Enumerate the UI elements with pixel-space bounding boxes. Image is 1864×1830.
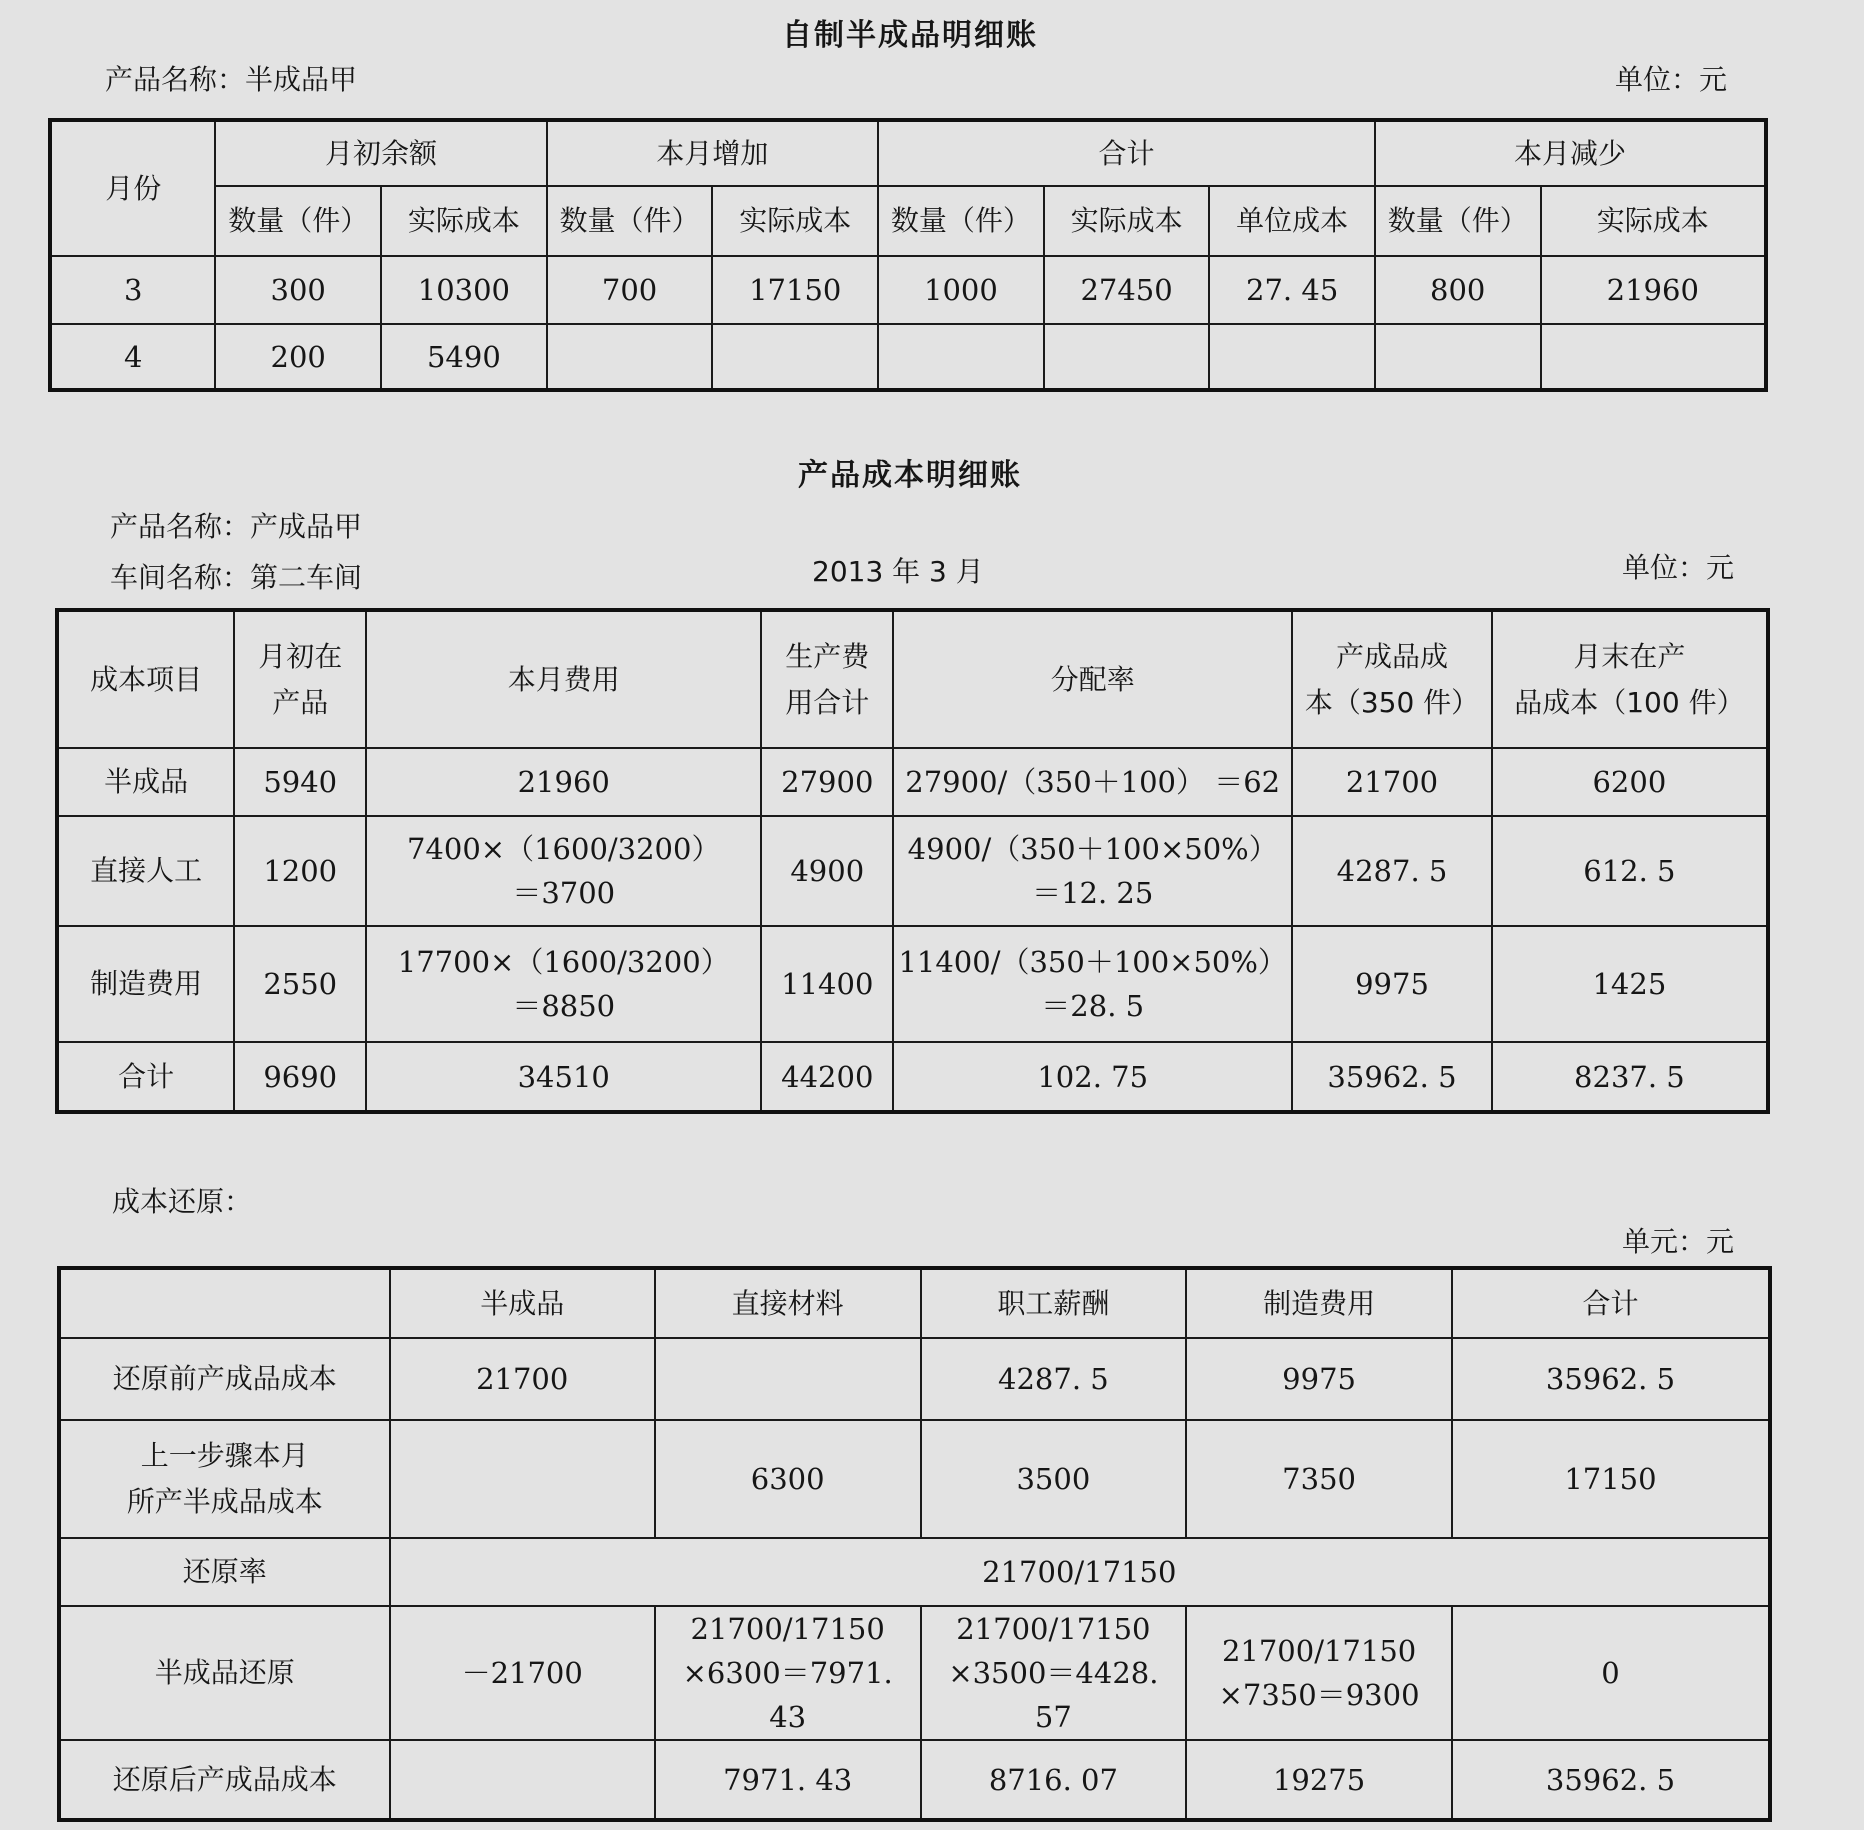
cell-tot-unit: 27. 45: [1209, 256, 1374, 324]
header-allocation-rate: 分配率: [893, 610, 1292, 748]
cell-salary-line1: 21700/17150: [956, 1612, 1151, 1646]
cell-item: 制造费用: [57, 926, 234, 1042]
header-finished-cost: [1292, 610, 1492, 748]
cell-finished: 35962. 5: [1292, 1042, 1492, 1112]
table-row: [50, 324, 1766, 390]
header-month: 月份: [50, 120, 215, 256]
cell-overhead: 19275: [1186, 1740, 1452, 1820]
header-production-total: [761, 610, 893, 748]
header-wip-cost-line1: 月末在产: [1573, 639, 1686, 673]
header-actual-cost: 实际成本: [1541, 186, 1766, 256]
cell-opening: 1200: [234, 816, 366, 926]
cell-rate-line2: ＝28. 5: [1041, 989, 1145, 1023]
ledger2-unit: 单位：元: [1622, 551, 1735, 584]
cell-item: 半成品: [57, 748, 234, 816]
ledger1-product-name: 产品名称：半成品甲: [105, 63, 358, 96]
cell-total: 0: [1452, 1606, 1770, 1740]
cell-month-cost-line1: 7400×（1600/3200）: [406, 832, 721, 866]
restore-label: 成本还原：: [112, 1185, 253, 1218]
row-label: [59, 1420, 390, 1538]
row-label-line2: 所产半成品成本: [126, 1485, 323, 1518]
table-row: [59, 1538, 1770, 1606]
table-row: [59, 1606, 1770, 1740]
cell-material: [655, 1606, 921, 1740]
header-wip-cost-line2: 品成本（100 件）: [1514, 685, 1745, 719]
cell-dec-cost: [1541, 324, 1766, 390]
header-quantity: 数量（件）: [547, 186, 713, 256]
cell-material: 7971. 43: [655, 1740, 921, 1820]
cell-dec-cost: 21960: [1541, 256, 1766, 324]
header-month-cost: 本月费用: [366, 610, 761, 748]
row-label-after: 还原后产成品成本: [59, 1740, 390, 1820]
cell-rate-line1: 27900/（350＋100） ＝62: [905, 765, 1281, 799]
header-blank: [59, 1268, 390, 1338]
header-cost-item: 成本项目: [57, 610, 234, 748]
row-label-restore-rate: 还原率: [59, 1538, 390, 1606]
row-label-semi-restore: 半成品还原: [59, 1606, 390, 1740]
cell-inc-qty: [547, 324, 713, 390]
cell-opening: 5940: [234, 748, 366, 816]
cell-month-cost: [366, 816, 761, 926]
cell-wip: 8237. 5: [1492, 1042, 1768, 1112]
cell-semi: －21700: [390, 1606, 655, 1740]
cell-inc-cost: [712, 324, 878, 390]
cell-tot-cost: 27450: [1044, 256, 1210, 324]
cell-open-qty: 200: [215, 324, 381, 390]
cell-month: 3: [50, 256, 215, 324]
cell-wip: 612. 5: [1492, 816, 1768, 926]
cell-rate: [893, 1042, 1292, 1112]
ledger2-product-name: 产品名称：产成品甲: [110, 510, 363, 543]
cell-dec-qty: 800: [1375, 256, 1541, 324]
cell-semi: [390, 1740, 655, 1820]
cell-total: 44200: [761, 1042, 893, 1112]
cell-tot-cost: [1044, 324, 1210, 390]
cell-month-cost: [366, 1042, 761, 1112]
table-row: [57, 1042, 1768, 1112]
header-actual-cost: 实际成本: [381, 186, 547, 256]
cell-month: 4: [50, 324, 215, 390]
cell-rate-line1: 11400/（350＋100×50%）: [898, 945, 1287, 979]
cell-semi: [390, 1420, 655, 1538]
cell-rate: [893, 926, 1292, 1042]
header-month-increase: 本月增加: [547, 120, 878, 186]
header-opening-wip: [234, 610, 366, 748]
header-unit-cost: 单位成本: [1209, 186, 1374, 256]
ledger1-unit: 单位：元: [1615, 63, 1728, 96]
cost-restoration-table: [57, 1266, 1772, 1822]
cell-total: 17150: [1452, 1420, 1770, 1538]
cell-overhead-line2: ×7350＝9300: [1218, 1678, 1420, 1712]
cell-finished: 9975: [1292, 926, 1492, 1042]
header-overhead: 制造费用: [1186, 1268, 1452, 1338]
cell-material-line2: ×6300＝7971. 43: [682, 1656, 893, 1734]
cell-overhead-line1: 21700/17150: [1221, 1634, 1417, 1668]
cell-material: 6300: [655, 1420, 921, 1538]
cell-month-cost: [366, 748, 761, 816]
cell-material-line1: 21700/17150: [690, 1612, 885, 1646]
cell-open-cost: 5490: [381, 324, 547, 390]
header-actual-cost: 实际成本: [712, 186, 878, 256]
cell-salary: [921, 1606, 1187, 1740]
table-row: [59, 1338, 1770, 1420]
cell-total: 4900: [761, 816, 893, 926]
ledger2-date: 2013 年 3 月: [812, 555, 984, 588]
cell-total: 11400: [761, 926, 893, 1042]
row-label: 还原前产成品成本: [59, 1338, 390, 1420]
header-production-total-line1: 生产费: [785, 639, 870, 673]
header-salary: 职工薪酬: [921, 1268, 1187, 1338]
cell-month-cost: [366, 926, 761, 1042]
cell-month-cost-line1: 17700×（1600/3200）: [397, 945, 730, 979]
cell-dec-qty: [1375, 324, 1541, 390]
header-actual-cost: 实际成本: [1044, 186, 1210, 256]
cell-salary: 3500: [921, 1420, 1187, 1538]
ledger1-title: 自制半成品明细账: [782, 18, 1038, 53]
row-label-line1: 上一步骤本月: [140, 1439, 309, 1472]
cell-open-qty: 300: [215, 256, 381, 324]
cell-rate: [893, 748, 1292, 816]
semi-finished-ledger-table: [48, 118, 1768, 392]
cell-wip: 6200: [1492, 748, 1768, 816]
header-finished-cost-line2: 本（350 件）: [1304, 685, 1480, 719]
cell-month-cost-line1: 34510: [517, 1059, 610, 1094]
header-quantity: 数量（件）: [215, 186, 381, 256]
cell-month-cost-line2: ＝8850: [512, 989, 616, 1023]
cell-rate-line1: 102. 75: [1037, 1059, 1149, 1094]
cell-tot-qty: [878, 324, 1044, 390]
table-row: [57, 816, 1768, 926]
header-direct-material: 直接材料: [655, 1268, 921, 1338]
cell-overhead: 7350: [1186, 1420, 1452, 1538]
cell-semi: 21700: [390, 1338, 655, 1420]
cell-finished: 4287. 5: [1292, 816, 1492, 926]
cell-salary: 8716. 07: [921, 1740, 1187, 1820]
cell-opening: 9690: [234, 1042, 366, 1112]
product-cost-ledger-table: [55, 608, 1770, 1114]
cell-rate-line1: 4900/（350＋100×50%）: [907, 832, 1278, 866]
cell-restore-rate: 21700/17150: [390, 1538, 1770, 1606]
restore-unit: 单元：元: [1622, 1225, 1735, 1258]
cell-wip: 1425: [1492, 926, 1768, 1042]
ledger2-title: 产品成本明细账: [798, 458, 1022, 493]
header-production-total-line2: 用合计: [785, 685, 870, 719]
cell-total: 35962. 5: [1452, 1740, 1770, 1820]
cell-item: 直接人工: [57, 816, 234, 926]
table-row: [50, 256, 1766, 324]
header-finished-cost-line1: 产成品成: [1335, 639, 1448, 673]
table-row: [59, 1420, 1770, 1538]
cell-item: 合计: [57, 1042, 234, 1112]
cell-salary: 4287. 5: [921, 1338, 1187, 1420]
cell-overhead: [1186, 1606, 1452, 1740]
header-quantity: 数量（件）: [878, 186, 1044, 256]
header-total: 合计: [1452, 1268, 1770, 1338]
header-opening-wip-line1: 月初在: [258, 639, 343, 673]
cell-rate: [893, 816, 1292, 926]
cell-tot-qty: 1000: [878, 256, 1044, 324]
cell-month-cost-line2: ＝3700: [512, 876, 616, 910]
cell-material: [655, 1338, 921, 1420]
cell-finished: 21700: [1292, 748, 1492, 816]
cell-tot-unit: [1209, 324, 1374, 390]
cell-total: 35962. 5: [1452, 1338, 1770, 1420]
cell-overhead: 9975: [1186, 1338, 1452, 1420]
ledger2-workshop-name: 车间名称：第二车间: [110, 561, 363, 594]
header-total: 合计: [878, 120, 1375, 186]
header-semi-finished: 半成品: [390, 1268, 655, 1338]
cell-inc-cost: 17150: [712, 256, 878, 324]
cell-opening: 2550: [234, 926, 366, 1042]
table-row: [57, 748, 1768, 816]
cell-total: 27900: [761, 748, 893, 816]
table-row: [57, 926, 1768, 1042]
header-opening-balance: 月初余额: [215, 120, 546, 186]
cell-rate-line2: ＝12. 25: [1032, 876, 1154, 910]
cell-open-cost: 10300: [381, 256, 547, 324]
cell-inc-qty: 700: [547, 256, 713, 324]
table-row: [59, 1740, 1770, 1820]
cell-salary-line2: ×3500＝4428. 57: [948, 1656, 1159, 1734]
header-opening-wip-line2: 产品: [272, 685, 329, 719]
header-quantity: 数量（件）: [1375, 186, 1541, 256]
cell-month-cost-line1: 21960: [517, 765, 610, 799]
header-wip-cost: [1492, 610, 1768, 748]
header-month-decrease: 本月减少: [1375, 120, 1766, 186]
